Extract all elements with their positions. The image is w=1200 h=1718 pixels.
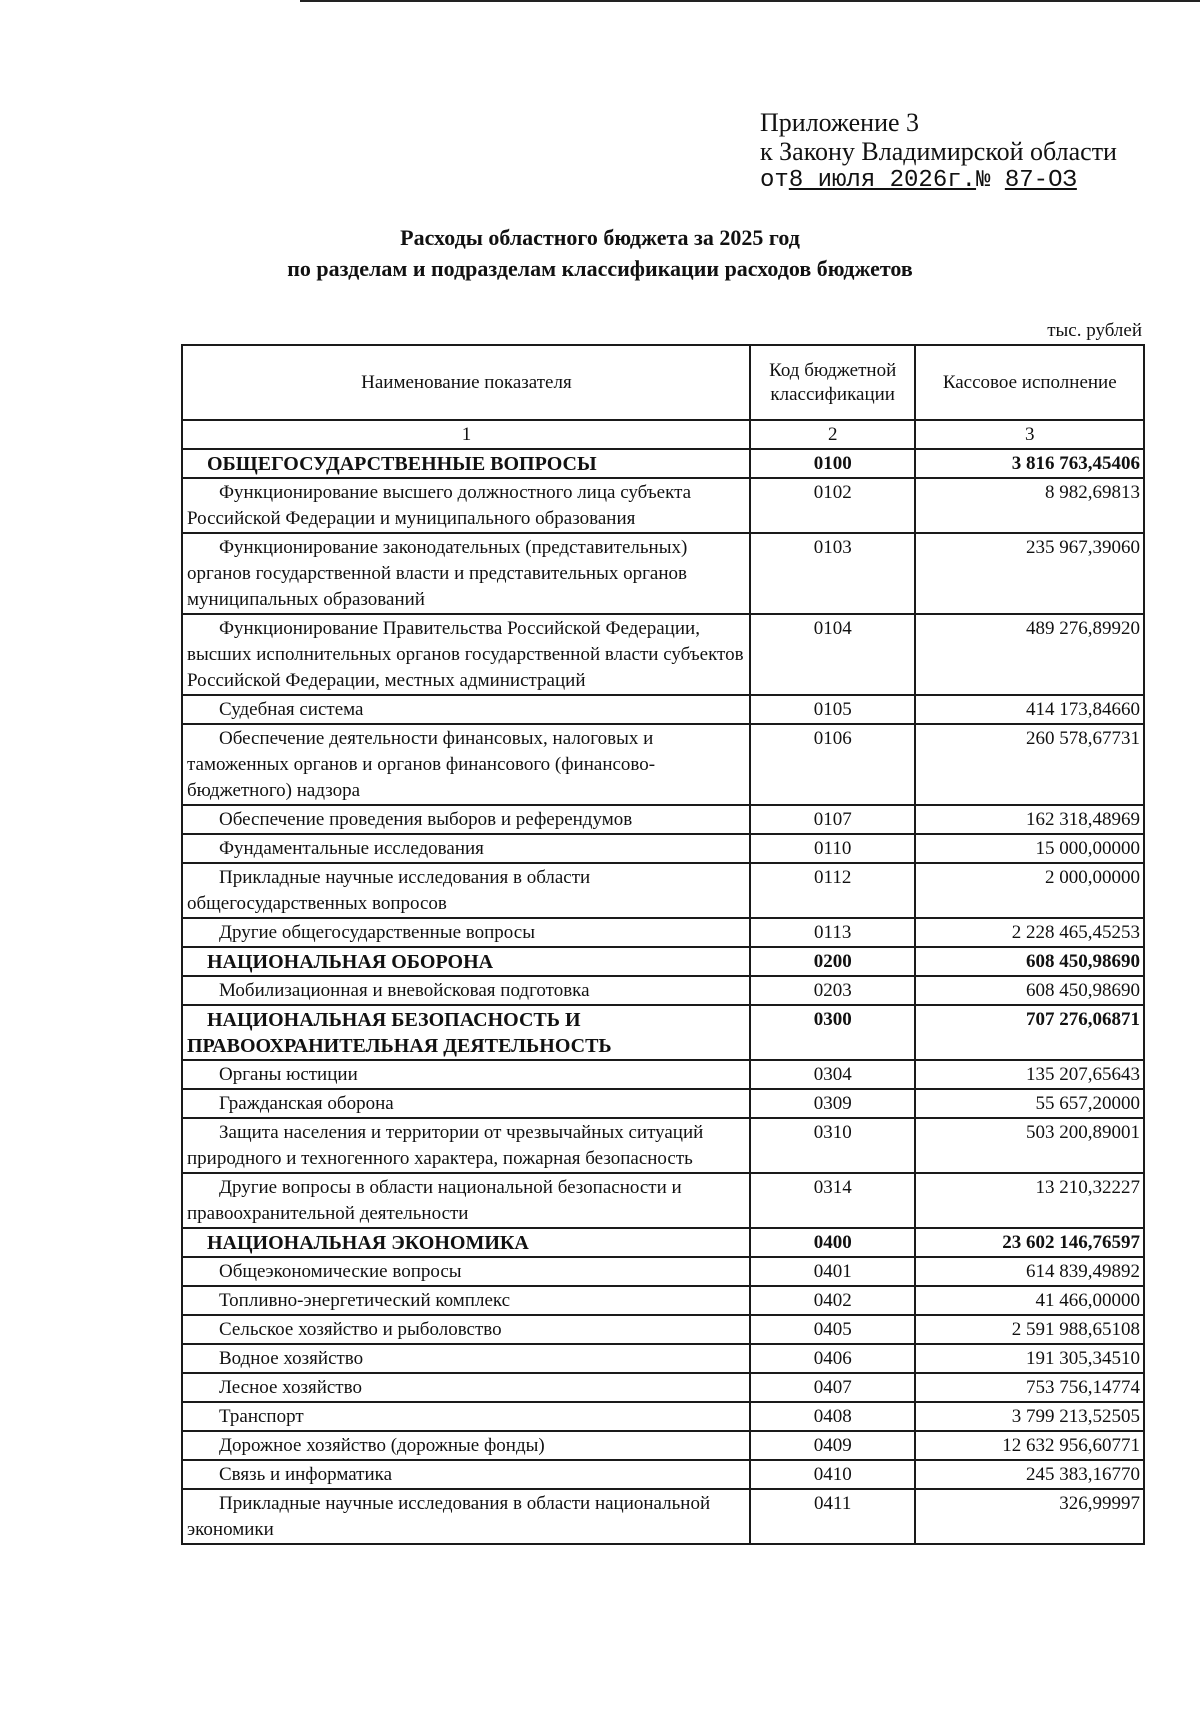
row-code: 0113: [750, 918, 915, 947]
row-amount: 245 383,16770: [915, 1460, 1145, 1489]
column-number-row: [182, 420, 1144, 449]
appendix-header: [760, 108, 1117, 195]
row-name: Топливно-энергетический комплекс: [182, 1286, 750, 1315]
row-code: 0112: [750, 863, 915, 918]
row-amount: 260 578,67731: [915, 724, 1145, 805]
title-line-2: по разделам и подразделам классификации расходов бюджетов: [287, 256, 913, 281]
row-name: Сельское хозяйство и рыболовство: [182, 1315, 750, 1344]
row-name: Обеспечение проведения выборов и референдумов: [182, 805, 750, 834]
row-amount: 41 466,00000: [915, 1286, 1145, 1315]
row-code: 0102: [750, 478, 915, 533]
row-amount: 326,99997: [915, 1489, 1145, 1544]
row-code: 0402: [750, 1286, 915, 1315]
row-code: 0405: [750, 1315, 915, 1344]
table-row: [182, 449, 1144, 478]
row-name: Функционирование законодательных (представительных) органов государственной власти и представительных органов муниципальных образований: [182, 533, 750, 614]
row-amount: 162 318,48969: [915, 805, 1145, 834]
table-row: [182, 478, 1144, 533]
appendix-no: №: [976, 167, 991, 194]
row-name: Общеэкономические вопросы: [182, 1257, 750, 1286]
row-name: Мобилизационная и вневойсковая подготовка: [182, 976, 750, 1005]
appendix-line-1: Приложение 3: [760, 108, 920, 137]
row-code: 0410: [750, 1460, 915, 1489]
row-amount: 608 450,98690: [915, 947, 1145, 976]
row-code: 0411: [750, 1489, 915, 1544]
column-number: 3: [915, 420, 1145, 449]
row-name: Защита населения и территории от чрезвычайных ситуаций природного и техногенного характера, пожарная безопасность: [182, 1118, 750, 1173]
table-row: [182, 1286, 1144, 1315]
row-code: 0100: [750, 449, 915, 478]
row-code: 0300: [750, 1005, 915, 1060]
row-code: 0106: [750, 724, 915, 805]
table-row: [182, 1060, 1144, 1089]
row-amount: 614 839,49892: [915, 1257, 1145, 1286]
row-amount: 135 207,65643: [915, 1060, 1145, 1089]
table-body: [182, 449, 1144, 1544]
row-amount: 13 210,32227: [915, 1173, 1145, 1228]
table-row: [182, 1089, 1144, 1118]
appendix-date: 8 июля 2026г.: [788, 167, 977, 194]
row-code: 0200: [750, 947, 915, 976]
row-code: 0409: [750, 1431, 915, 1460]
row-amount: 235 967,39060: [915, 533, 1145, 614]
header-name: Наименование показателя: [182, 345, 750, 420]
row-amount: 707 276,06871: [915, 1005, 1145, 1060]
table-row: [182, 1118, 1144, 1173]
table-row: [182, 724, 1144, 805]
expenditure-table: [181, 344, 1145, 1545]
row-name: Лесное хозяйство: [182, 1373, 750, 1402]
column-number: 2: [750, 420, 915, 449]
table-row: [182, 918, 1144, 947]
row-name: НАЦИОНАЛЬНАЯ ЭКОНОМИКА: [182, 1228, 750, 1257]
table-row: [182, 1489, 1144, 1544]
table-row: [182, 863, 1144, 918]
row-code: 0401: [750, 1257, 915, 1286]
row-name: Функционирование Правительства Российской Федерации, высших исполнительных органов государственной власти субъектов Российской Федерации, местных администраций: [182, 614, 750, 695]
table-row: [182, 1005, 1144, 1060]
row-amount: 2 591 988,65108: [915, 1315, 1145, 1344]
row-amount: 15 000,00000: [915, 834, 1145, 863]
row-code: 0406: [750, 1344, 915, 1373]
table-row: [182, 1373, 1144, 1402]
row-name: Другие вопросы в области национальной безопасности и правоохранительной деятельности: [182, 1173, 750, 1228]
table-row: [182, 695, 1144, 724]
row-amount: 608 450,98690: [915, 976, 1145, 1005]
appendix-from: от: [760, 167, 789, 194]
table-row: [182, 976, 1144, 1005]
row-code: 0314: [750, 1173, 915, 1228]
row-code: 0400: [750, 1228, 915, 1257]
row-amount: 3 816 763,45406: [915, 449, 1145, 478]
table-row: [182, 805, 1144, 834]
row-name: Судебная система: [182, 695, 750, 724]
row-amount: 191 305,34510: [915, 1344, 1145, 1373]
row-amount: 55 657,20000: [915, 1089, 1145, 1118]
row-code: 0107: [750, 805, 915, 834]
table-row: [182, 1460, 1144, 1489]
row-name: Функционирование высшего должностного лица субъекта Российской Федерации и муниципального образования: [182, 478, 750, 533]
row-name: Обеспечение деятельности финансовых, налоговых и таможенных органов и органов финансового (финансово-бюджетного) надзора: [182, 724, 750, 805]
table-row: [182, 1257, 1144, 1286]
appendix-line-2: к Закону Владимирской области: [760, 137, 1117, 166]
table-header-row: [182, 345, 1144, 420]
row-code: 0104: [750, 614, 915, 695]
row-code: 0310: [750, 1118, 915, 1173]
row-code: 0309: [750, 1089, 915, 1118]
table-row: [182, 614, 1144, 695]
row-name: Гражданская оборона: [182, 1089, 750, 1118]
table-row: [182, 834, 1144, 863]
row-amount: 414 173,84660: [915, 695, 1145, 724]
row-name: Дорожное хозяйство (дорожные фонды): [182, 1431, 750, 1460]
row-amount: 753 756,14774: [915, 1373, 1145, 1402]
row-amount: 503 200,89001: [915, 1118, 1145, 1173]
row-name: Водное хозяйство: [182, 1344, 750, 1373]
row-code: 0408: [750, 1402, 915, 1431]
appendix-line-3: [760, 166, 1117, 195]
row-name: Связь и информатика: [182, 1460, 750, 1489]
row-name: ОБЩЕГОСУДАРСТВЕННЫЕ ВОПРОСЫ: [182, 449, 750, 478]
table-row: [182, 1344, 1144, 1373]
document-title: [0, 222, 1200, 284]
table-row: [182, 533, 1144, 614]
row-code: 0103: [750, 533, 915, 614]
row-amount: 3 799 213,52505: [915, 1402, 1145, 1431]
row-code: 0203: [750, 976, 915, 1005]
table-row: [182, 1315, 1144, 1344]
row-amount: 2 228 465,45253: [915, 918, 1145, 947]
row-name: НАЦИОНАЛЬНАЯ ОБОРОНА: [182, 947, 750, 976]
appendix-number: 87-ОЗ: [1004, 167, 1077, 194]
top-border-line: [300, 0, 1200, 2]
row-amount: 23 602 146,76597: [915, 1228, 1145, 1257]
table-row: [182, 1431, 1144, 1460]
row-code: 0407: [750, 1373, 915, 1402]
header-amount: Кассовое исполнение: [915, 345, 1145, 420]
column-number: 1: [182, 420, 750, 449]
table-row: [182, 947, 1144, 976]
row-name: Фундаментальные исследования: [182, 834, 750, 863]
row-name: Транспорт: [182, 1402, 750, 1431]
row-name: НАЦИОНАЛЬНАЯ БЕЗОПАСНОСТЬ И ПРАВООХРАНИТЕЛЬНАЯ ДЕЯТЕЛЬНОСТЬ: [182, 1005, 750, 1060]
row-name: Прикладные научные исследования в области общегосударственных вопросов: [182, 863, 750, 918]
row-code: 0110: [750, 834, 915, 863]
row-code: 0105: [750, 695, 915, 724]
row-amount: 8 982,69813: [915, 478, 1145, 533]
row-amount: 12 632 956,60771: [915, 1431, 1145, 1460]
header-code: Код бюджетной классификации: [750, 345, 915, 420]
row-code: 0304: [750, 1060, 915, 1089]
title-line-1: Расходы областного бюджета за 2025 год: [400, 225, 800, 250]
row-amount: 2 000,00000: [915, 863, 1145, 918]
row-name: Прикладные научные исследования в области национальной экономики: [182, 1489, 750, 1544]
units-label: тыс. рублей: [1047, 320, 1142, 341]
table-row: [182, 1402, 1144, 1431]
row-amount: 489 276,89920: [915, 614, 1145, 695]
row-name: Другие общегосударственные вопросы: [182, 918, 750, 947]
table-row: [182, 1173, 1144, 1228]
table-row: [182, 1228, 1144, 1257]
row-name: Органы юстиции: [182, 1060, 750, 1089]
